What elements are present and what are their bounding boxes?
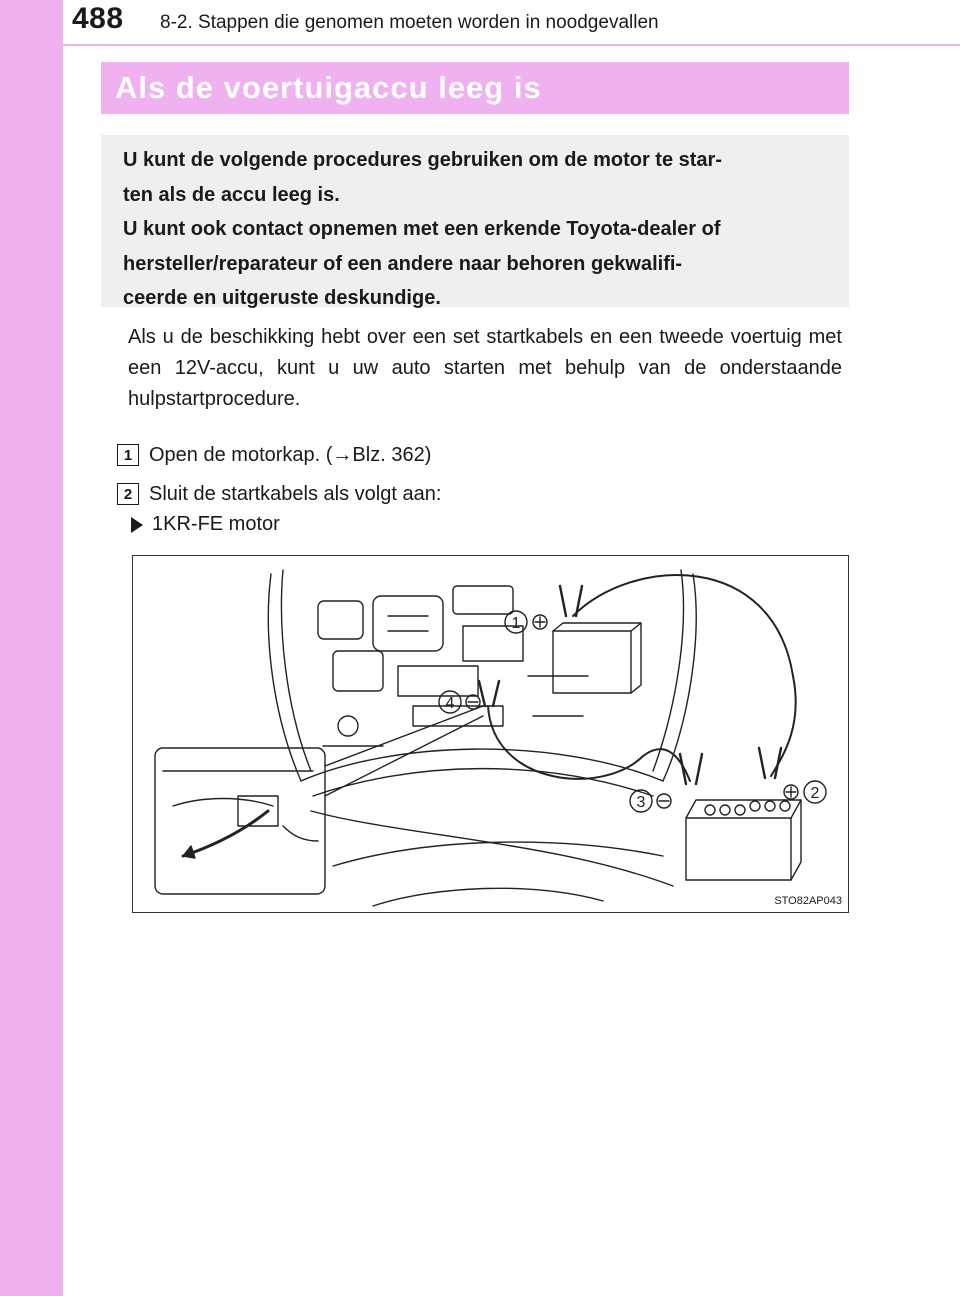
section-title: Als de voertuigaccu leeg is	[115, 70, 542, 105]
step-number-badge: 1	[117, 444, 139, 466]
engine-bay-illustration	[132, 555, 849, 913]
intro-line: U kunt de volgende procedures gebruiken om de motor te star-	[123, 149, 722, 171]
callout-2-label: 2	[810, 785, 820, 802]
step-1	[117, 443, 431, 467]
figure-code: STO82AP043	[774, 895, 842, 907]
intro-line: hersteller/reparateur of een andere naar behoren gekwalifi-	[123, 252, 683, 275]
intro-text	[123, 143, 827, 316]
step-text: Sluit de startkabels als volgt aan:	[149, 482, 442, 505]
running-header: 8-2. Stappen die genomen moeten worden in noodgevallen	[160, 12, 659, 33]
section-banner	[101, 62, 849, 114]
side-tab-strip	[0, 0, 63, 1296]
bullet-text: 1KR-FE motor	[152, 513, 280, 535]
header-rule	[63, 44, 960, 46]
body-paragraph: Als u de beschikking hebt over een set startkabels en een tweede voertuig met een 12V-accu, kunt u uw auto starten met behulp van de onderstaande hulpstartprocedure.	[128, 326, 842, 410]
callout-3-label: 3	[636, 794, 646, 811]
bullet-item	[130, 513, 280, 536]
intro-box	[101, 135, 849, 307]
step-number-badge: 2	[117, 483, 139, 505]
page-number: 488	[72, 2, 124, 35]
callout-labels	[133, 556, 849, 913]
callout-4-label: 4	[445, 695, 455, 712]
step-text: Open de motorkap. (→Blz. 362)	[149, 443, 432, 466]
intro-line: ceerde en uitgeruste deskundige.	[123, 287, 441, 309]
callout-1-label: 1	[511, 615, 521, 632]
intro-line: U kunt ook contact opnemen met een erkende Toyota-dealer of	[123, 218, 721, 240]
triangle-arrow-icon	[130, 516, 144, 534]
step-2	[117, 482, 441, 506]
intro-line: ten als de accu leeg is.	[123, 183, 340, 206]
